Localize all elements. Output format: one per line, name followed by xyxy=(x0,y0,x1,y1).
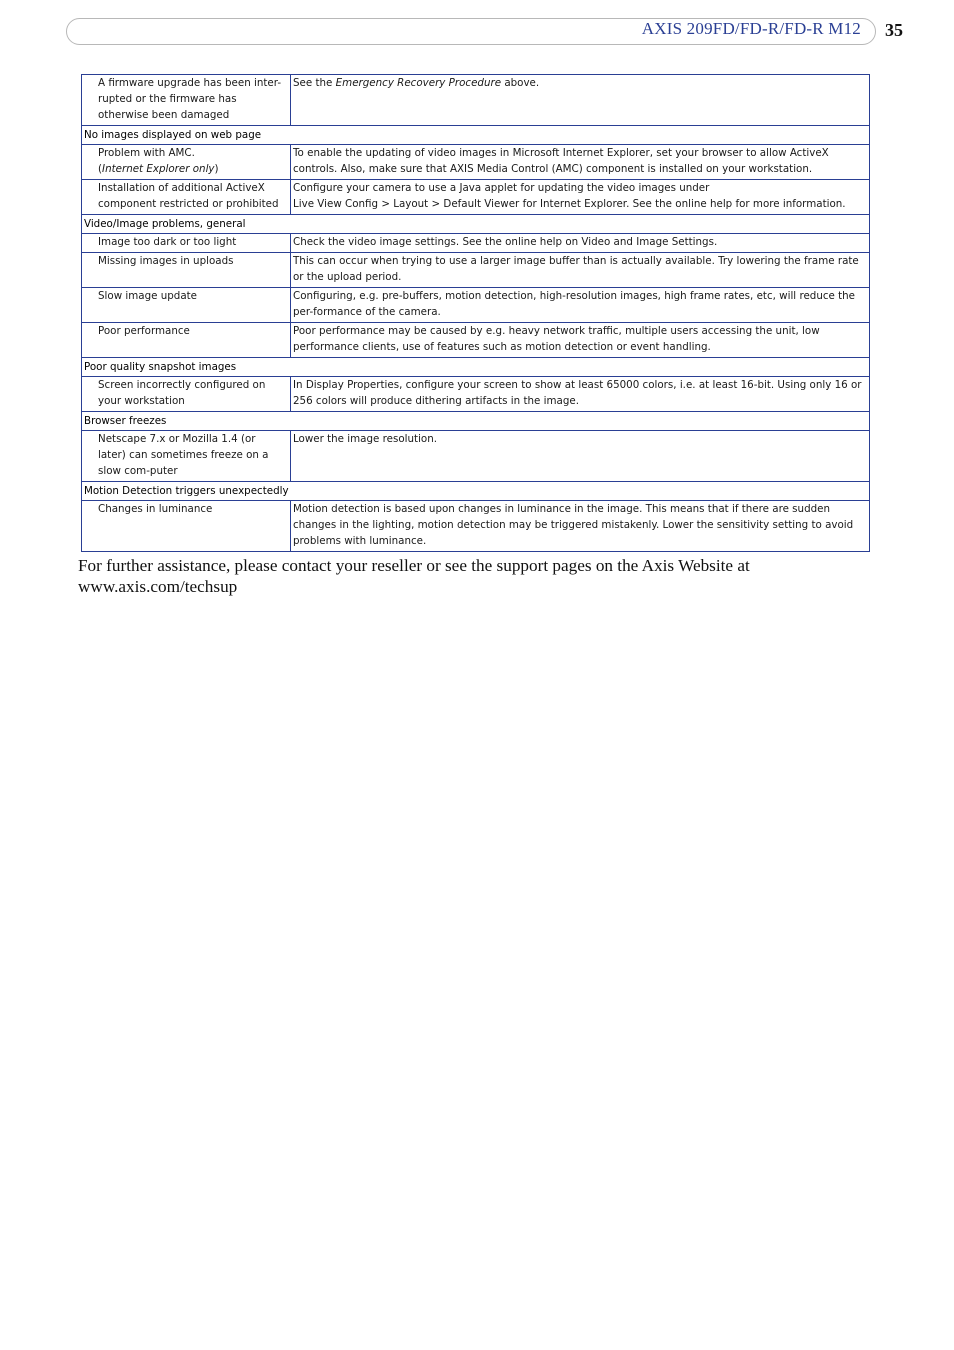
problem-cell: Slow image update xyxy=(82,288,291,323)
problem-cell: Screen incorrectly configured on your workstation xyxy=(82,377,291,412)
solution-text: See the xyxy=(293,77,336,89)
solution-cell: Lower the image resolution. xyxy=(291,431,870,482)
solution-cell xyxy=(291,75,870,126)
page-number: 35 xyxy=(885,20,903,40)
troubleshooting-table xyxy=(81,74,870,552)
solution-cell xyxy=(291,180,870,215)
solution-text: Configure your camera to use a Java applet for updating the video images under xyxy=(293,182,710,194)
table-row xyxy=(82,431,870,482)
solution-cell: Configuring, e.g. pre-buffers, motion detection, high-resolution images, high frame rates, etc, will reduce the per-formance of the camera. xyxy=(291,288,870,323)
table-row xyxy=(82,234,870,253)
section-row xyxy=(82,482,870,501)
solution-cell: This can occur when trying to use a larger image buffer than is actually available. Try lowering the frame rate or the upload period. xyxy=(291,253,870,288)
solution-text: Live View Config > Layout > Default Viewer for Internet Explorer. See the online help for more information. xyxy=(293,198,846,210)
table-row xyxy=(82,377,870,412)
document-title: AXIS 209FD/FD-R/FD-R M12 xyxy=(641,19,861,38)
section-row xyxy=(82,358,870,377)
problem-cell: Changes in luminance xyxy=(82,501,291,552)
table-row xyxy=(82,75,870,126)
table-row xyxy=(82,501,870,552)
problem-cell: Missing images in uploads xyxy=(82,253,291,288)
problem-cell: Image too dark or too light xyxy=(82,234,291,253)
solution-text: above. xyxy=(501,77,540,89)
solution-cell: In Display Properties, configure your screen to show at least 65000 colors, i.e. at least 16-bit. Using only 16 or 256 colors will produce dithering artifacts in the image. xyxy=(291,377,870,412)
section-heading: Motion Detection triggers unexpectedly xyxy=(82,482,870,501)
emphasis-text: Internet Explorer only xyxy=(102,163,215,175)
solution-cell: Motion detection is based upon changes in luminance in the image. This means that if there are sudden changes in the lighting, motion detection may be triggered mistakenly. Lower the sensitivity setting to avoid problems with luminance. xyxy=(291,501,870,552)
support-note: For further assistance, please contact your reseller or see the support pages on the Axis Website at www.axis.com/techsup xyxy=(78,556,750,596)
problem-cell: Installation of additional ActiveX component restricted or prohibited xyxy=(82,180,291,215)
table-row xyxy=(82,288,870,323)
section-row xyxy=(82,215,870,234)
solution-cell: Check the video image settings. See the online help on Video and Image Settings. xyxy=(291,234,870,253)
table-row xyxy=(82,323,870,358)
section-row xyxy=(82,126,870,145)
solution-cell: Poor performance may be caused by e.g. heavy network traffic, multiple users accessing the unit, low performance clients, use of features such as motion detection or event handling. xyxy=(291,323,870,358)
problem-cell: Poor performance xyxy=(82,323,291,358)
problem-text: Problem with AMC. xyxy=(98,147,195,159)
table-row xyxy=(82,145,870,180)
emphasis-text: Emergency Recovery Procedure xyxy=(335,77,502,89)
solution-cell: To enable the updating of video images in Microsoft Internet Explorer, set your browser to allow ActiveX controls. Also, make sure that AXIS Media Control (AMC) component is installed on your workstation. xyxy=(291,145,870,180)
section-heading: No images displayed on web page xyxy=(82,126,870,145)
section-row xyxy=(82,412,870,431)
table-row xyxy=(82,253,870,288)
table-row xyxy=(82,180,870,215)
section-heading: Video/Image problems, general xyxy=(82,215,870,234)
problem-cell: Problem with AMC. (Internet Explorer only) xyxy=(82,145,291,180)
section-heading: Poor quality snapshot images xyxy=(82,358,870,377)
section-heading: Browser freezes xyxy=(82,412,870,431)
problem-cell: A firmware upgrade has been inter-rupted or the firmware has otherwise been damaged xyxy=(82,75,291,126)
problem-cell: Netscape 7.x or Mozilla 1.4 (or later) can sometimes freeze on a slow com-puter xyxy=(82,431,291,482)
